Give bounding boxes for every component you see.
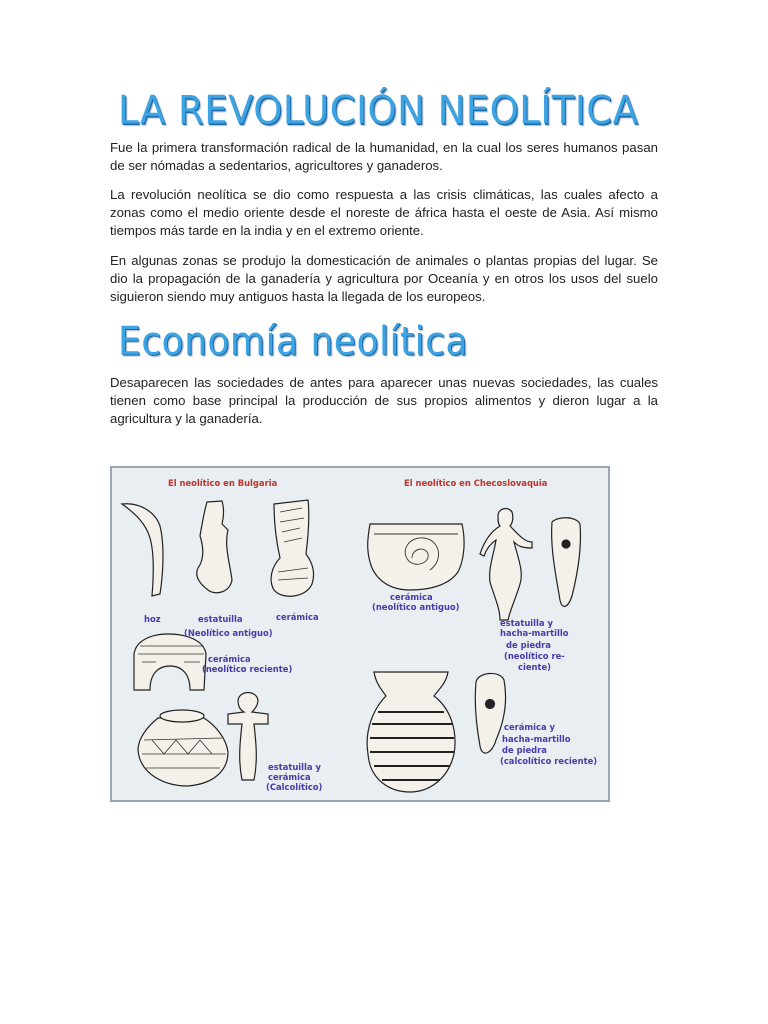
label-ceramica-cz-sub: (neolítico antiguo) bbox=[372, 602, 460, 612]
patterned-pot-drawing bbox=[138, 718, 228, 786]
paragraph-climate: La revolución neolítica se dio como respuesta a las crisis climáticas, las cuales afecto a zonas como el medio oriente desde el noreste de áfrica hasta el oeste de Asia. Así mismo tiempos más tarde en la india y en el extremo oriente. bbox=[110, 187, 658, 238]
tall-vessel-drawing bbox=[271, 500, 313, 596]
label-ceramica-cz: cerámica bbox=[390, 592, 433, 602]
label-ceramica: cerámica bbox=[276, 612, 319, 622]
figure-title-czechoslovakia: El neolítico en Checoslovaquia bbox=[404, 478, 548, 488]
label-estatuilla-hacha-3: de piedra bbox=[506, 640, 551, 650]
sickle-drawing bbox=[122, 504, 163, 596]
label-estatuilla-sub: (Neolítico antiguo) bbox=[184, 628, 273, 638]
label-hoz: hoz bbox=[144, 614, 161, 624]
section-heading-economy: Economía neolítica bbox=[118, 320, 468, 365]
label-ceramica-hacha-4: (calcolítico reciente) bbox=[500, 756, 598, 766]
hammer-axe-drawing bbox=[552, 518, 581, 607]
figure-title-bulgaria: El neolítico en Bulgaria bbox=[168, 478, 278, 488]
striped-vase-drawing bbox=[367, 672, 455, 792]
label-ceramica-calco: cerámica bbox=[268, 772, 311, 782]
figurine-drawing bbox=[197, 501, 232, 593]
pot-rim-drawing bbox=[160, 710, 204, 722]
label-estatuilla-hacha-4: (neolítico re- bbox=[504, 651, 565, 661]
label-calcolitico: (Calcolítico) bbox=[266, 782, 323, 792]
label-estatuilla-hacha-1: estatuilla y bbox=[500, 618, 553, 628]
label-ceramica-reciente-sub: (neolítico reciente) bbox=[202, 664, 293, 674]
label-ceramica-hacha-1: cerámica y bbox=[504, 722, 556, 732]
female-figurine-drawing bbox=[480, 509, 532, 620]
label-estatuilla-hacha-5: ciente) bbox=[518, 662, 551, 672]
label-estatuilla-y: estatuilla y bbox=[268, 762, 321, 772]
label-estatuilla: estatuilla bbox=[198, 614, 243, 624]
label-ceramica-hacha-2: hacha-martillo bbox=[502, 734, 571, 744]
label-ceramica-hacha-3: de piedra bbox=[502, 745, 547, 755]
paragraph-domestication: En algunas zonas se produjo la domesticación de animales o plantas propias del lugar. Se dio la propagación de la ganadería y agricultura por Oceanía y en otros los usos del suelo siguieron siendo muy antiguos hasta la llegada de los europeos. bbox=[110, 253, 658, 304]
label-ceramica-reciente: cerámica bbox=[208, 654, 251, 664]
cross-figurine-drawing bbox=[228, 693, 268, 781]
page-title: LA REVOLUCIÓN NEOLÍTICA bbox=[118, 88, 639, 134]
paragraph-intro: Fue la primera transformación radical de la humanidad, en la cual los seres humanos pasan de ser nómadas a sedentarios, agricultores y ganaderos. bbox=[110, 140, 658, 173]
label-estatuilla-hacha-2: hacha-martillo bbox=[500, 628, 569, 638]
paragraph-economy: Desaparecen las sociedades de antes para aparecer unas nuevas sociedades, las cuales tienen como base principal la producción de sus propios alimentos y dieron lugar a la agricultura y la ganadería. bbox=[110, 375, 658, 426]
neolithic-artifacts-figure bbox=[110, 466, 610, 802]
